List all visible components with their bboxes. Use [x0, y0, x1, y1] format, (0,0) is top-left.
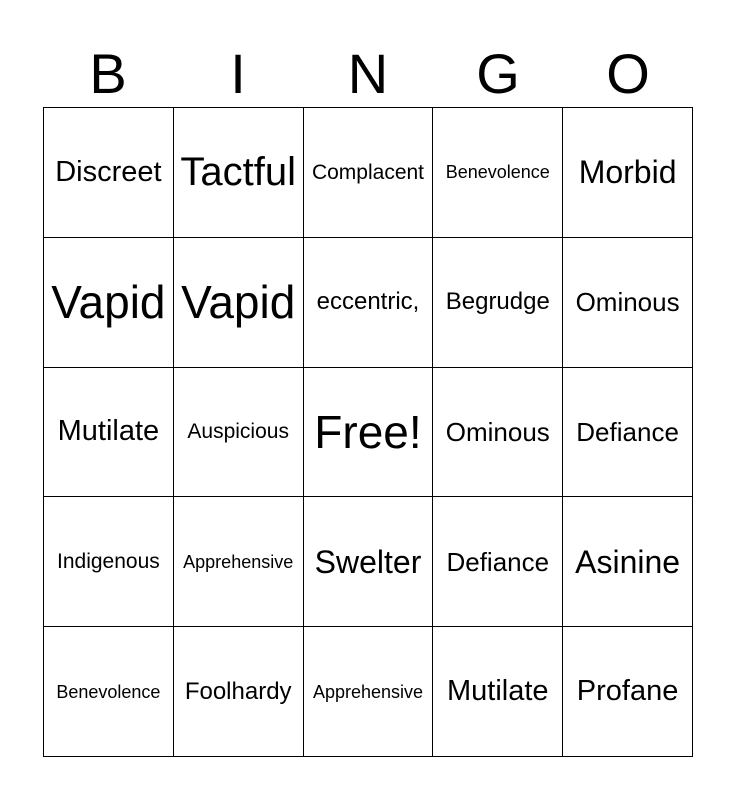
- bingo-cell[interactable]: Tactful: [174, 108, 304, 238]
- bingo-cell[interactable]: Benevolence: [433, 108, 563, 238]
- bingo-cell[interactable]: Vapid: [44, 238, 174, 368]
- bingo-cell[interactable]: Indigenous: [44, 497, 174, 627]
- bingo-cell[interactable]: Foolhardy: [174, 627, 304, 757]
- bingo-cell[interactable]: Defiance: [433, 497, 563, 627]
- bingo-cell[interactable]: Complacent: [304, 108, 434, 238]
- bingo-cell[interactable]: Profane: [563, 627, 693, 757]
- bingo-cell[interactable]: Ominous: [563, 238, 693, 368]
- bingo-cell[interactable]: Discreet: [44, 108, 174, 238]
- bingo-cell[interactable]: Asinine: [563, 497, 693, 627]
- bingo-board: [43, 107, 693, 757]
- header-letter-g: G: [476, 42, 520, 105]
- bingo-cell[interactable]: Mutilate: [44, 368, 174, 498]
- header-letter-o: O: [606, 42, 650, 105]
- bingo-cell[interactable]: Swelter: [304, 497, 434, 627]
- bingo-cell[interactable]: Defiance: [563, 368, 693, 498]
- bingo-cell[interactable]: Morbid: [563, 108, 693, 238]
- bingo-cell[interactable]: Vapid: [174, 238, 304, 368]
- bingo-cell[interactable]: Auspicious: [174, 368, 304, 498]
- bingo-header: [43, 42, 693, 106]
- bingo-cell[interactable]: Begrudge: [433, 238, 563, 368]
- header-letter-b: B: [89, 42, 127, 105]
- bingo-cell[interactable]: Apprehensive: [304, 627, 434, 757]
- bingo-cell[interactable]: eccentric,: [304, 238, 434, 368]
- bingo-cell[interactable]: Mutilate: [433, 627, 563, 757]
- bingo-cell[interactable]: Apprehensive: [174, 497, 304, 627]
- bingo-cell[interactable]: Benevolence: [44, 627, 174, 757]
- bingo-cell-free[interactable]: Free!: [304, 368, 434, 498]
- header-letter-i: I: [230, 42, 246, 105]
- bingo-cell[interactable]: Ominous: [433, 368, 563, 498]
- header-letter-n: N: [347, 42, 389, 105]
